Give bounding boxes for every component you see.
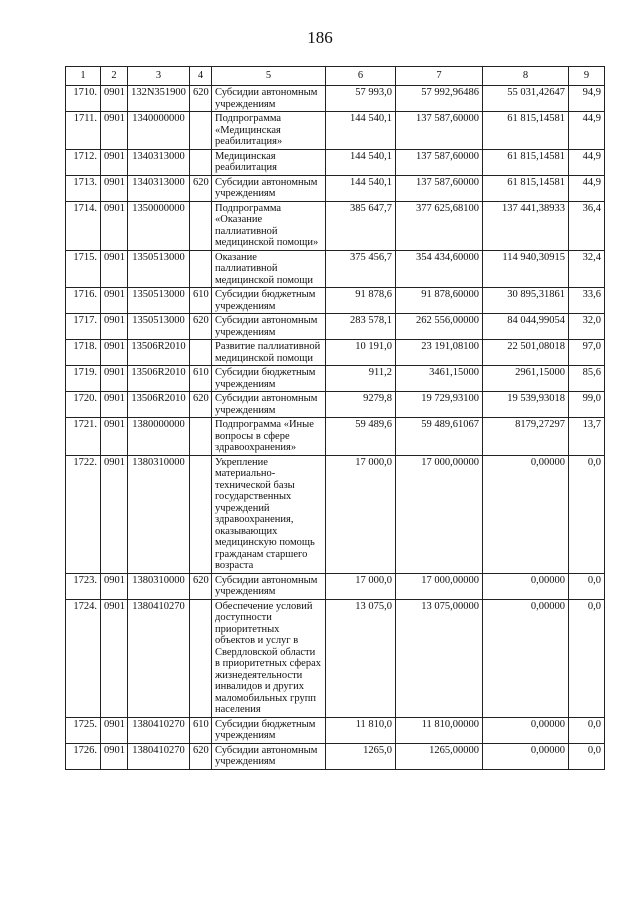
plan-amount-cell: 13 075,0 <box>326 599 396 717</box>
section-code-cell: 0901 <box>101 340 128 366</box>
expense-type-cell <box>190 149 212 175</box>
table-row <box>66 573 605 599</box>
table-row <box>66 418 605 456</box>
execution-percent-cell: 0,0 <box>569 717 605 743</box>
expense-type-cell <box>190 340 212 366</box>
item-name-cell: Субсидии автономным учреждениям <box>212 743 326 769</box>
item-name-cell: Субсидии автономным учреждениям <box>212 314 326 340</box>
column-header: 3 <box>128 67 190 86</box>
target-code-cell: 1350513000 <box>128 314 190 340</box>
row-number-cell: 1713. <box>66 175 101 201</box>
target-code-cell: 1380410270 <box>128 599 190 717</box>
expense-type-cell: 620 <box>190 86 212 112</box>
plan-amount-cell: 144 540,1 <box>326 149 396 175</box>
refined-amount-cell: 377 625,68100 <box>396 201 483 250</box>
executed-amount-cell: 61 815,14581 <box>483 175 569 201</box>
table-row <box>66 599 605 717</box>
target-code-cell: 13506R2010 <box>128 340 190 366</box>
executed-amount-cell: 0,00000 <box>483 743 569 769</box>
section-code-cell: 0901 <box>101 717 128 743</box>
table-row <box>66 86 605 112</box>
executed-amount-cell: 0,00000 <box>483 717 569 743</box>
item-name-cell: Субсидии бюджетным учреждениям <box>212 366 326 392</box>
item-name-cell: Субсидии автономным учреждениям <box>212 392 326 418</box>
item-name-cell: Обеспечение условий доступности приоритетных объектов и услуг в Свердловской области в приоритетных сферах жизнедеятельности инвалидов и других маломобильных групп населения <box>212 599 326 717</box>
table-row <box>66 314 605 340</box>
execution-percent-cell: 44,9 <box>569 175 605 201</box>
plan-amount-cell: 11 810,0 <box>326 717 396 743</box>
item-name-cell: Субсидии бюджетным учреждениям <box>212 288 326 314</box>
refined-amount-cell: 19 729,93100 <box>396 392 483 418</box>
table-body <box>66 86 605 770</box>
section-code-cell: 0901 <box>101 573 128 599</box>
refined-amount-cell: 3461,15000 <box>396 366 483 392</box>
refined-amount-cell: 59 489,61067 <box>396 418 483 456</box>
item-name-cell: Субсидии автономным учреждениям <box>212 86 326 112</box>
row-number-cell: 1725. <box>66 717 101 743</box>
execution-percent-cell: 0,0 <box>569 455 605 573</box>
plan-amount-cell: 17 000,0 <box>326 455 396 573</box>
executed-amount-cell: 61 815,14581 <box>483 149 569 175</box>
expense-type-cell: 620 <box>190 573 212 599</box>
section-code-cell: 0901 <box>101 288 128 314</box>
refined-amount-cell: 13 075,00000 <box>396 599 483 717</box>
refined-amount-cell: 17 000,00000 <box>396 455 483 573</box>
plan-amount-cell: 144 540,1 <box>326 112 396 150</box>
refined-amount-cell: 11 810,00000 <box>396 717 483 743</box>
execution-percent-cell: 99,0 <box>569 392 605 418</box>
expense-type-cell <box>190 599 212 717</box>
table-row <box>66 366 605 392</box>
item-name-cell: Оказание паллиативной медицинской помощи <box>212 250 326 288</box>
refined-amount-cell: 91 878,60000 <box>396 288 483 314</box>
column-header: 9 <box>569 67 605 86</box>
page-number: 186 <box>307 28 333 47</box>
refined-amount-cell: 137 587,60000 <box>396 112 483 150</box>
execution-percent-cell: 13,7 <box>569 418 605 456</box>
plan-amount-cell: 91 878,6 <box>326 288 396 314</box>
executed-amount-cell: 0,00000 <box>483 599 569 717</box>
execution-percent-cell: 33,6 <box>569 288 605 314</box>
executed-amount-cell: 22 501,08018 <box>483 340 569 366</box>
item-name-cell: Субсидии автономным учреждениям <box>212 573 326 599</box>
table-row <box>66 250 605 288</box>
row-number-cell: 1723. <box>66 573 101 599</box>
table-row <box>66 149 605 175</box>
target-code-cell: 13506R2010 <box>128 366 190 392</box>
expense-type-cell <box>190 112 212 150</box>
header-row <box>66 67 605 86</box>
refined-amount-cell: 137 587,60000 <box>396 175 483 201</box>
plan-amount-cell: 375 456,7 <box>326 250 396 288</box>
expense-type-cell <box>190 250 212 288</box>
table-header <box>66 67 605 86</box>
executed-amount-cell: 0,00000 <box>483 573 569 599</box>
row-number-cell: 1714. <box>66 201 101 250</box>
plan-amount-cell: 57 993,0 <box>326 86 396 112</box>
target-code-cell: 132N351900 <box>128 86 190 112</box>
expense-type-cell: 620 <box>190 392 212 418</box>
plan-amount-cell: 17 000,0 <box>326 573 396 599</box>
item-name-cell: Подпрограмма «Оказание паллиативной медицинской помощи» <box>212 201 326 250</box>
row-number-cell: 1722. <box>66 455 101 573</box>
section-code-cell: 0901 <box>101 86 128 112</box>
executed-amount-cell: 8179,27297 <box>483 418 569 456</box>
execution-percent-cell: 85,6 <box>569 366 605 392</box>
execution-percent-cell: 0,0 <box>569 599 605 717</box>
expense-type-cell <box>190 418 212 456</box>
executed-amount-cell: 2961,15000 <box>483 366 569 392</box>
row-number-cell: 1719. <box>66 366 101 392</box>
target-code-cell: 1340313000 <box>128 149 190 175</box>
section-code-cell: 0901 <box>101 314 128 340</box>
section-code-cell: 0901 <box>101 201 128 250</box>
target-code-cell: 1350513000 <box>128 288 190 314</box>
target-code-cell: 1340000000 <box>128 112 190 150</box>
target-code-cell: 1380000000 <box>128 418 190 456</box>
row-number-cell: 1717. <box>66 314 101 340</box>
execution-percent-cell: 97,0 <box>569 340 605 366</box>
item-name-cell: Субсидии автономным учреждениям <box>212 175 326 201</box>
table-row <box>66 717 605 743</box>
expense-type-cell <box>190 455 212 573</box>
refined-amount-cell: 354 434,60000 <box>396 250 483 288</box>
target-code-cell: 1380410270 <box>128 743 190 769</box>
column-header: 1 <box>66 67 101 86</box>
table-row <box>66 743 605 769</box>
plan-amount-cell: 283 578,1 <box>326 314 396 340</box>
item-name-cell: Подпрограмма «Медицинская реабилитация» <box>212 112 326 150</box>
execution-percent-cell: 44,9 <box>569 149 605 175</box>
execution-percent-cell: 32,0 <box>569 314 605 340</box>
expense-type-cell: 610 <box>190 717 212 743</box>
refined-amount-cell: 1265,00000 <box>396 743 483 769</box>
column-header: 5 <box>212 67 326 86</box>
plan-amount-cell: 144 540,1 <box>326 175 396 201</box>
refined-amount-cell: 57 992,96486 <box>396 86 483 112</box>
plan-amount-cell: 911,2 <box>326 366 396 392</box>
row-number-cell: 1724. <box>66 599 101 717</box>
target-code-cell: 1350513000 <box>128 250 190 288</box>
executed-amount-cell: 61 815,14581 <box>483 112 569 150</box>
refined-amount-cell: 262 556,00000 <box>396 314 483 340</box>
expense-type-cell: 620 <box>190 743 212 769</box>
refined-amount-cell: 23 191,08100 <box>396 340 483 366</box>
table-row <box>66 288 605 314</box>
item-name-cell: Подпрограмма «Иные вопросы в сфере здравоохранения» <box>212 418 326 456</box>
column-header: 7 <box>396 67 483 86</box>
executed-amount-cell: 19 539,93018 <box>483 392 569 418</box>
row-number-cell: 1715. <box>66 250 101 288</box>
target-code-cell: 1380310000 <box>128 455 190 573</box>
section-code-cell: 0901 <box>101 112 128 150</box>
target-code-cell: 1340313000 <box>128 175 190 201</box>
row-number-cell: 1710. <box>66 86 101 112</box>
table-row <box>66 392 605 418</box>
row-number-cell: 1720. <box>66 392 101 418</box>
section-code-cell: 0901 <box>101 250 128 288</box>
item-name-cell: Субсидии бюджетным учреждениям <box>212 717 326 743</box>
plan-amount-cell: 9279,8 <box>326 392 396 418</box>
expense-type-cell <box>190 201 212 250</box>
table-row <box>66 175 605 201</box>
execution-percent-cell: 32,4 <box>569 250 605 288</box>
plan-amount-cell: 385 647,7 <box>326 201 396 250</box>
row-number-cell: 1726. <box>66 743 101 769</box>
execution-percent-cell: 36,4 <box>569 201 605 250</box>
table-row <box>66 112 605 150</box>
execution-percent-cell: 94,9 <box>569 86 605 112</box>
section-code-cell: 0901 <box>101 599 128 717</box>
target-code-cell: 13506R2010 <box>128 392 190 418</box>
expense-type-cell: 610 <box>190 288 212 314</box>
item-name-cell: Развитие паллиативной медицинской помощи <box>212 340 326 366</box>
column-header: 6 <box>326 67 396 86</box>
row-number-cell: 1712. <box>66 149 101 175</box>
target-code-cell: 1380410270 <box>128 717 190 743</box>
executed-amount-cell: 30 895,31861 <box>483 288 569 314</box>
plan-amount-cell: 10 191,0 <box>326 340 396 366</box>
table-row <box>66 201 605 250</box>
executed-amount-cell: 0,00000 <box>483 455 569 573</box>
execution-percent-cell: 0,0 <box>569 573 605 599</box>
execution-percent-cell: 44,9 <box>569 112 605 150</box>
executed-amount-cell: 55 031,42647 <box>483 86 569 112</box>
table-row <box>66 340 605 366</box>
section-code-cell: 0901 <box>101 149 128 175</box>
section-code-cell: 0901 <box>101 175 128 201</box>
row-number-cell: 1711. <box>66 112 101 150</box>
item-name-cell: Медицинская реабилитация <box>212 149 326 175</box>
expense-type-cell: 620 <box>190 175 212 201</box>
table-row <box>66 455 605 573</box>
plan-amount-cell: 1265,0 <box>326 743 396 769</box>
section-code-cell: 0901 <box>101 366 128 392</box>
executed-amount-cell: 137 441,38933 <box>483 201 569 250</box>
section-code-cell: 0901 <box>101 418 128 456</box>
executed-amount-cell: 84 044,99054 <box>483 314 569 340</box>
expense-type-cell: 620 <box>190 314 212 340</box>
column-header: 4 <box>190 67 212 86</box>
executed-amount-cell: 114 940,30915 <box>483 250 569 288</box>
expense-type-cell: 610 <box>190 366 212 392</box>
row-number-cell: 1718. <box>66 340 101 366</box>
row-number-cell: 1716. <box>66 288 101 314</box>
budget-table <box>65 66 605 770</box>
target-code-cell: 1380310000 <box>128 573 190 599</box>
target-code-cell: 1350000000 <box>128 201 190 250</box>
section-code-cell: 0901 <box>101 455 128 573</box>
refined-amount-cell: 17 000,00000 <box>396 573 483 599</box>
item-name-cell: Укрепление материально-технической базы государственных учреждений здравоохранения, оказывающих медицинскую помощь гражданам старшего возраста <box>212 455 326 573</box>
section-code-cell: 0901 <box>101 392 128 418</box>
row-number-cell: 1721. <box>66 418 101 456</box>
plan-amount-cell: 59 489,6 <box>326 418 396 456</box>
column-header: 2 <box>101 67 128 86</box>
refined-amount-cell: 137 587,60000 <box>396 149 483 175</box>
execution-percent-cell: 0,0 <box>569 743 605 769</box>
column-header: 8 <box>483 67 569 86</box>
section-code-cell: 0901 <box>101 743 128 769</box>
